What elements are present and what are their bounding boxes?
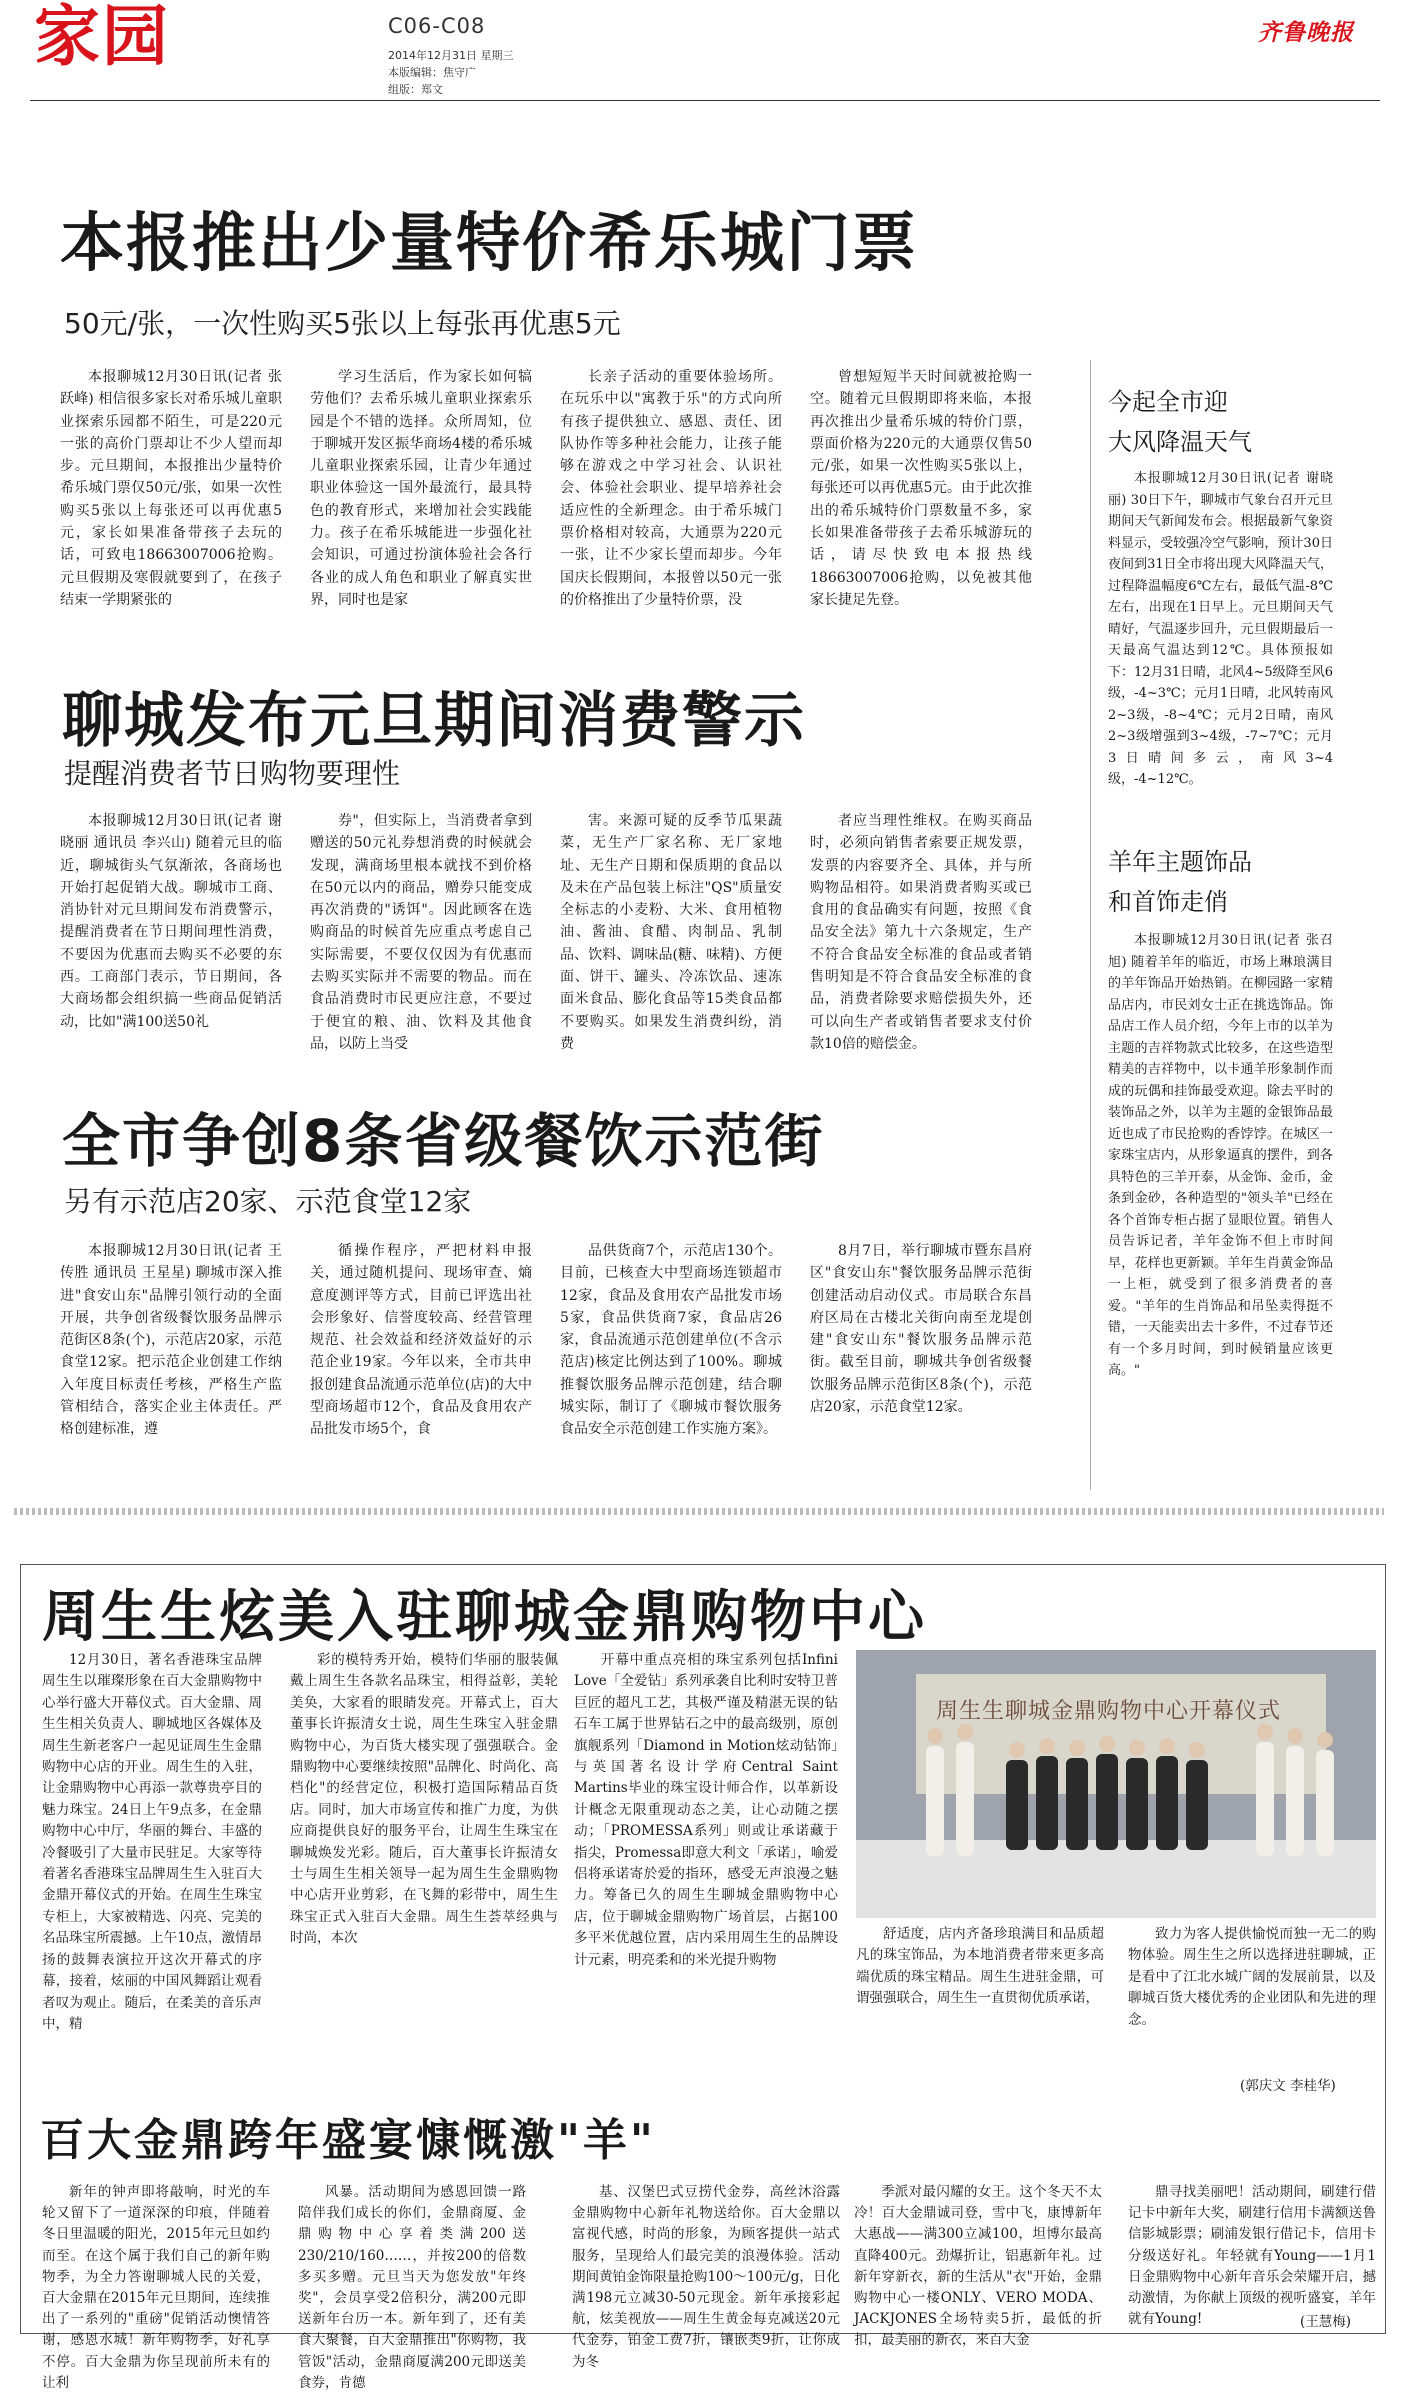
article3-col1: 本报聊城12月30日讯(记者 王传胜 通讯员 王星星) 聊城市深入推进"食安山东"品牌引领行动的全面开展，共争创省级餐饮服务品牌示范街区8条(个)，示范店20家，示范食堂12家。把示范企业创建工作纳入年度目标责任考核，严格生产监管相结合，落实企业主体责任。严格创建标准，遵 <box>60 1243 282 1438</box>
event-photo <box>856 1650 1376 1918</box>
sidebar-story2-headline-line1: 羊年主题饰品 <box>1108 848 1252 876</box>
layout-credit: 组版：郑文 <box>388 83 443 96</box>
article2-headline: 聊城发布元旦期间消费警示 <box>62 686 806 756</box>
article1-headline: 本报推出少量特价希乐城门票 <box>60 207 918 281</box>
article3-subhead: 另有示范店20家、示范食堂12家 <box>64 1185 472 1218</box>
section-separator <box>14 1508 1384 1515</box>
sidebar-divider <box>1090 360 1091 1490</box>
feature2-col5: 鼎寻找美丽吧！活动期间，刷建行借记卡中新年大奖，刷建行信用卡满额送鲁信影城影票；刷浦发银行借记卡，信用卡分级送好礼。年轻就有Young——1月1日金鼎购物中心新年音乐会荣耀开启，撼动激情，为你献上顶级的视听盛宴，羊年就有Young! <box>1128 2184 1376 2328</box>
feature1-headline: 周生生炫美入驻聊城金鼎购物中心 <box>42 1585 927 1650</box>
section-logo <box>30 0 205 75</box>
event-photo-illustration <box>856 1650 1376 1918</box>
feature2-col4: 季派对最闪耀的女王。这个冬天不太冷！百大金鼎诚司登，雪中飞，康博新年大惠战——满300立减100，坦博尔最高直降400元。劲爆折让，铝惠新年礼。过新年穿新衣，新的生活从"衣"开始，金鼎购物中心一楼ONLY、VERO MODA、JACKJONES全场特卖5折，最低的折扣，最美丽的新衣，来百大金 <box>854 2184 1102 2349</box>
feature2-headline: 百大金鼎跨年盛宴慷慨激"羊" <box>40 2115 656 2166</box>
sidebar-story1-body: 本报聊城12月30日讯(记者 谢晓丽) 30日下午，聊城市气象台召开元旦期间天气新闻发布会。根据最新气象资料显示，受较强冷空气影响，预计30日夜间到31日全市将出现大风降温天气，过程降温幅度6℃左右，最低气温-8℃左右，出现在1日早上。元旦期间天气晴好，气温逐步回升，元旦假期最后一天最高气温达到12℃。具体预报如下：12月31日晴，北风4~5级降至风6级，-4~3℃；元月1日晴，北风转南风2~3级，-8~4℃；元月2日晴，南风2~3级增强到3~4级，-7~7℃；元月3日晴间多云，南风3~4级，-4~12℃。 <box>1108 471 1333 787</box>
sidebar-story1-headline-line2: 大风降温天气 <box>1108 428 1252 456</box>
article1-col3: 长亲子活动的重要体验场所。在玩乐中以"寓教于乐"的方式向所有孩子提供独立、感恩、责任、团队协作等多种社会能力，让孩子能够在游戏之中学习社会、认识社会、体验社会职业、提早培养社会适应性的全新理念。由于希乐城门票价格相对较高，大通票为220元一张，让不少家长望而却步。今年国庆长假期间，本报曾以50元一张的价格推出了少量特价票，没 <box>560 369 782 608</box>
article2-col4: 者应当理性维权。在购买商品时，必须向销售者索要正规发票，发票的内容要齐全、具体，并与所购物品相符。如果消费者购买或已食用的食品确实有问题，按照《食品安全法》第九十六条规定，生产不符合食品安全标准的食品或者销售明知是不符合食品安全标准的食品，消费者除要求赔偿损失外，还可以向生产者或销售者要求支付价款10倍的赔偿金。 <box>810 813 1032 1052</box>
article3-col4: 8月7日，举行聊城市暨东昌府区"食安山东"餐饮服务品牌示范街创建活动启动仪式。市局联合东昌府区局在古楼北关街向南至龙堤创建"食安山东"餐饮服务品牌示范街。截至目前，聊城共争创省级餐饮服务品牌示范街区8条(个)，示范店20家，示范食堂12家。 <box>810 1243 1032 1416</box>
section-title: 家园 <box>34 0 170 75</box>
page-range: C06-C08 <box>388 14 486 38</box>
feature1-byline: (郭庆文 李桂华) <box>1240 2078 1336 2094</box>
feature2-col1: 新年的钟声即将敲响，时光的车轮又留下了一道深深的印痕，伴随着冬日里温暖的阳光，2015年元旦如约而至。在这个属于我们自己的新年购物季，为全力答谢聊城人民的关爱，百大金鼎在2015年元旦期间，连续推出了一系列的"重磅"促销活动懊情答谢，感恩水城！新年购物季，好礼享不停。百大金鼎为你呈现前所未有的让利 <box>42 2184 270 2391</box>
sidebar-story1-headline <box>1108 382 1252 462</box>
masthead-rule <box>30 100 1380 101</box>
article1-col2: 学习生活后，作为家长如何犒劳他们？去希乐城儿童职业探索乐园是个不错的选择。众所周知，位于聊城开发区振华商场4楼的希乐城儿童职业探索乐园，让青少年通过职业体验这一国外最流行，最具特色的教育形式，来增加社会实践能力。孩子在希乐城能进一步强化社会知识，可通过扮演体验社会各行各业的成人角色和职业了解真实世界，同时也是家 <box>310 369 532 608</box>
article3-headline: 全市争创8条省级餐饮示范街 <box>62 1107 825 1175</box>
sidebar-story2-body: 本报聊城12月30日讯(记者 张召旭) 随着羊年的临近，市场上琳琅满目的羊年饰品开始热销。在柳园路一家精品店内，市民刘女士正在挑选饰品。饰品店工作人员介绍，今年上市的以羊为主题的吉祥物款式比较多，在这些造型精美的吉祥物中，以卡通羊形象制作而成的玩偶和挂饰最受欢迎。除去平时的装饰品之外，以羊为主题的金银饰品最近也成了市民抢购的香饽饽。在城区一家珠宝店内，从形象逼真的摆件，到各具特色的三羊开泰，从金饰、金币，金条到金砂，各种造型的"领头羊"已经在各个首饰专柜占据了显眼位置。销售人员告诉记者，羊年金饰不但上市时间早，花样也更新颖。羊年生肖黄金饰品一上柜，就受到了很多消费者的喜爱。"羊年的生肖饰品和吊坠卖得挺不错，一天能卖出去十多件，不过春节还有一个多月时间，到时候销量应该更高。" <box>1108 933 1333 1378</box>
feature1-col3: 开幕中重点亮相的珠宝系列包括Infini Love「全爱钻」系列承袭自比利时安特卫普巨匠的超凡工艺，其极严谨及精湛无误的钻石车工属于世界钻石之中的最高级别，原创旗舰系列「Diamond in Motion炫动钻饰」与英国著名设计学府Central Saint Martins毕业的珠宝设计师合作，以革新设计概念无限重现动态之美，让心动随之摆动；「PROMESSA系列」则或让承诺藏于指尖，Promessa即意大利文「承诺」，喻爱侣将承诺寄於爱的指环，感受无声浪漫之魅力。筹备已久的周生生聊城金鼎购物中心店，位于聊城金鼎购物广场首层，占据100多平米优越位置，店内采用周生生的品牌设计元素，明亮柔和的米光提升购物 <box>574 1652 838 1968</box>
photo-banner-text: 周生生聊城金鼎购物中心开幕仪式 <box>936 1699 1282 1724</box>
article1-subhead: 50元/张，一次性购买5张以上每张再优惠5元 <box>64 307 621 340</box>
article1-col4: 曾想短短半天时间就被抢购一空。随着元旦假期即将来临，本报再次推出少量希乐城的特价门票，票面价格为220元的大通票仅售50元/张，如果一次性购买5张以上，每张还可以再优惠5元。由于此次推出的希乐城特价门票数量不多，家长如果准备带孩子去希乐城游玩的话，请尽快致电本报热线18663007006抢购，以免被其他家长捷足先登。 <box>810 369 1032 608</box>
feature1-col4: 舒适度，店内齐备珍琅满目和品质超凡的珠宝饰品，为本地消费者带来更多高端优质的珠宝精品。周生生进驻金鼎，可谓强强联合，周生生一直贯彻优质承诺， <box>856 1926 1104 2007</box>
sidebar-story2-headline <box>1108 842 1252 922</box>
article2-col2: 券"，但实际上，当消费者拿到赠送的50元礼券想消费的时候就会发现，满商场里根本就找不到价格在50元以内的商品，赠券只能变成再次消费的"诱饵"。因此顾客在选购商品的时候首先应重点考虑自己实际需要，不要仅仅因为有优惠而去购买实际并不需要的物品。而在食品消费时市民更应注意，不要过于便宜的粮、油、饮料及其他食品，以防上当受 <box>310 813 532 1052</box>
feature1-col5: 致力为客人提供愉悦而独一无二的购物体验。周生生之所以选择进驻聊城，正是看中了江北水城广阔的发展前景，以及聊城百货大楼优秀的企业团队和先进的理念。 <box>1128 1926 1376 2028</box>
issue-date: 2014年12月31日 星期三 <box>388 49 514 62</box>
article1-col1: 本报聊城12月30日讯(记者 张跃峰) 相信很多家长对希乐城儿童职业探索乐园都不陌生，可是220元一张的高价门票却让不少人望而却步。元旦期间，本报推出少量特价希乐城门票仅50元/张，如果一次性购买5张以上每张还可以再优惠5元，家长如果准备带孩子去玩的话，可致电18663007006抢购。元旦假期及寒假就要到了，在孩子结束一学期紧张的 <box>60 369 282 608</box>
article3-col2: 循操作程序，严把材料申报关，通过随机提问、现场审查、熵意度测评等方式，目前已评选出社会形象好、信誉度较高、经营管理规范、社会效益和经济效益好的示范企业19家。今年以来，全市共申报创建食品流通示范单位(店)的大中型商场超市12个，食品及食用农产品批发市场5个，食 <box>310 1243 532 1438</box>
article3-col3: 品供货商7个，示范店130个。目前，已核查大中型商场连锁超市12家，食品及食用农产品批发市场5家，食品供货商7家，食品店26家，食品流通示范创建单位(不含示范店)核定比例达到了100%。聊城推餐饮服务品牌示范创建，结合聊城实际，制订了《聊城市餐饮服务食品安全示范创建工作实施方案》。 <box>560 1243 782 1438</box>
feature2-col2: 风暴。活动期间为感恩回馈一路陪伴我们成长的你们，金鼎商厦、金鼎购物中心享着类满200送230/210/160……，并按200的倍数多买多赠。元旦当天为您发放"年终奖"，会员享受2倍积分，满200元即送新年台历一本。新年到了，还有美食大聚餐，百大金鼎推出"你购物，我管饭"活动，金鼎商厦满200元即送美食券，肯德 <box>298 2184 526 2391</box>
feature1-col2: 彩的模特秀开始，模特们华丽的服装佩戴上周生生各款名品珠宝，相得益彰，美轮美奂，大家看的眼睛发亮。开幕式上，百大董事长许振清女士说，周生生珠宝入驻金鼎购物中心，为百货大楼实现了强强联合。金鼎购物中心要继续按照"品牌化、时尚化、高档化"的经营定位，积极打造国际精品百货店。同时，加大市场宣传和推广力度，为供应商提供良好的服务平台，让周生生珠宝在聊城焕发光彩。随后，百大董事长许振清女士与周生生相关领导一起为周生生金鼎购物中心店开业剪彩，在飞舞的彩带中，周生生珠宝正式入驻百大金鼎。周生生荟萃经典与时尚，本次 <box>290 1652 558 1947</box>
newspaper-logo: 齐鲁晚报 <box>1258 19 1354 46</box>
feature1-col1: 12月30日，著名香港珠宝品牌周生生以璀璨形象在百大金鼎购物中心举行盛大开幕仪式。百大金鼎、周生生相关负责人、聊城地区各媒体及周生生新老客户一起见证周生生金鼎购物中心店的开业。周生生的入驻，让金鼎购物中心再添一款尊贵亭目的魅力珠宝。24日上午9点多，在金鼎购物中心中厅，华丽的舞台、丰盛的冷餐吸引了大量市民驻足。大家等待着著名香港珠宝品牌周生生入驻百大金鼎开幕仪式的开始。在周生生珠宝专柜上，大家被精选、闪亮、完美的名品珠宝所震撼。上午10点，激情昂扬的鼓舞表演拉开这次开幕式的序幕，接着，炫丽的中国风舞蹈让观看者叹为观止。随后，在柔美的音乐声中，精 <box>42 1652 262 2032</box>
feature2-col3: 基、汉堡巴式豆捞代金券，高丝沐浴露金鼎购物中心新年礼物送给你。百大金鼎以富视代感，时尚的形象，为顾客提供一站式服务，呈现给人们最完美的浪漫体验。活动期间黄铂金饰限量抢购100～100元/g，日化满198元立减30-50元现金。新年承接彩起航，炫美视放——周生生黄金每克减送20元代金券，铂金工费7折，镶嵌类9折，让你成为冬 <box>572 2184 840 2370</box>
sidebar-story1-headline-line1: 今起全市迎 <box>1108 388 1228 416</box>
article2-col3: 害。来源可疑的反季节瓜果蔬菜，无生产厂家名称、无厂家地址、无生产日期和保质期的食品以及未在产品包装上标注"QS"质量安全标志的小麦粉、大米、食用植物油、酱油、食醋、肉制品、乳制品、饮料、调味品(糖、味精)、方便面、饼干、罐头、冷冻饮品、速冻面米食品、膨化食品等15类食品都不要购买。如果发生消费纠纷，消费 <box>560 813 782 1052</box>
sidebar-story2-headline-line2: 和首饰走俏 <box>1108 888 1228 916</box>
article2-subhead: 提醒消费者节日购物要理性 <box>64 757 401 790</box>
editor-credit: 本版编辑：焦守广 <box>388 66 476 79</box>
article2-col1: 本报聊城12月30日讯(记者 谢晓丽 通讯员 李兴山) 随着元旦的临近，聊城街头气氛渐浓，各商场也开始打起促销大战。聊城市工商、消协针对元旦期间发布消费警示，提醒消费者在节日期间理性消费，不要因为优惠而去购买不必要的东西。工商部门表示，节日期间，各大商场都会组织搞一些商品促销活动，比如"满100送50礼 <box>60 813 282 1030</box>
feature2-byline: (王慧梅) <box>1300 2314 1352 2330</box>
